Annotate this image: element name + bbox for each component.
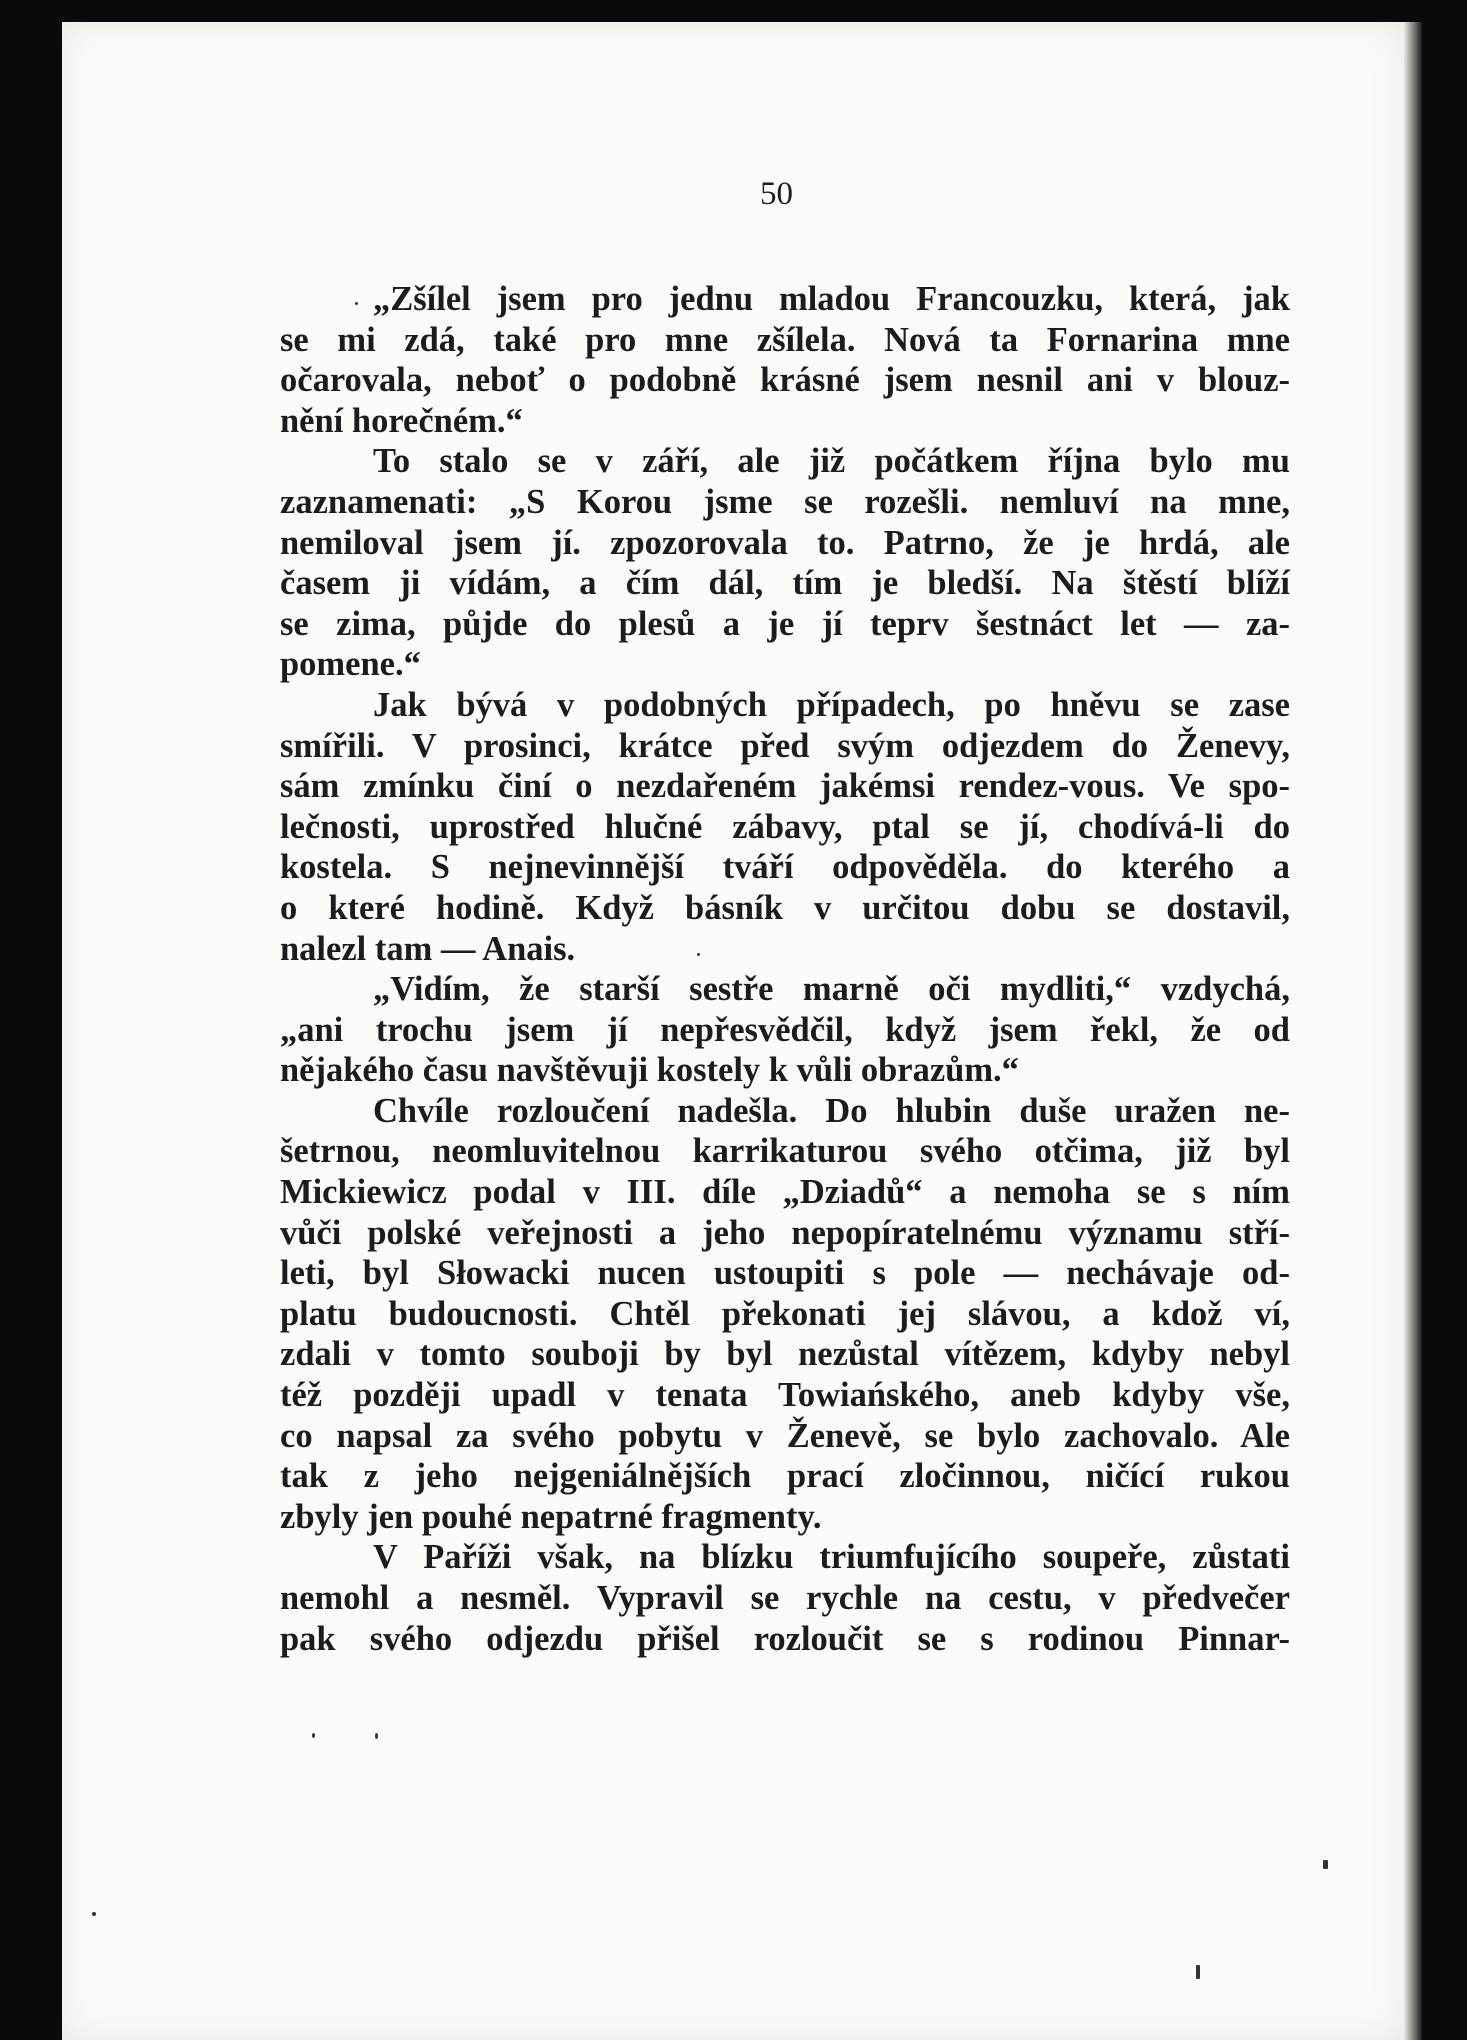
scan-speck	[312, 1733, 315, 1738]
text-line: očarovala, neboť o podobně krásné jsem nesnil ani v blouz-	[280, 361, 1290, 400]
text-line: časem ji vídám, a čím dál, tím je bledší. Na štěstí blíží	[280, 564, 1290, 603]
text-line: zbyly jen pouhé nepatrné fragmenty.	[280, 1497, 822, 1536]
text-line: pak svého odjezdu přišel rozloučit se s rodinou Pinnar-	[280, 1619, 1290, 1658]
text-line: nemohl a nesměl. Vypravil se rychle na cestu, v předvečer	[280, 1579, 1290, 1617]
text-line: pomene.“	[280, 645, 421, 684]
text-line: tak z jeho nejgeniálnějších prací zločinnou, ničící rukou	[280, 1457, 1290, 1496]
text-line: „ani trochu jsem jí nepřesvědčil, když jsem řekl, že od	[280, 1010, 1290, 1049]
text-line: též později upadl v tenata Towiańského, aneb kdyby vše,	[280, 1376, 1290, 1415]
text-line: lečnosti, uprostřed hlučné zábavy, ptal se jí, chodívá-li do	[280, 807, 1290, 846]
text-line: nění horečném.“	[280, 401, 523, 440]
text-line: V Paříži však, na blízku triumfujícího soupeře, zůstati	[373, 1538, 1290, 1577]
scan-speck	[355, 302, 358, 305]
text-line: Chvíle rozloučení nadešla. Do hlubin duše uražen ne-	[373, 1091, 1290, 1130]
scan-speck	[92, 1912, 96, 1916]
scan-speck	[1323, 1860, 1328, 1869]
text-line: nalezl tam — Anais.	[280, 929, 576, 968]
scan-speck	[375, 1733, 378, 1739]
text-line: vůči polské veřejnosti a jeho nepopíratelnému významu stří-	[280, 1213, 1290, 1252]
text-line: o které hodině. Když básník v určitou dobu se dostavil,	[280, 888, 1290, 927]
text-line: „Zšílel jsem pro jednu mladou Francouzku, která, jak	[373, 280, 1290, 318]
text-line: platu budoucnosti. Chtěl překonati jej slávou, a kdož ví,	[280, 1294, 1290, 1333]
page-number: 50	[760, 176, 793, 212]
text-line: co napsal za svého pobytu v Ženevě, se bylo zachovalo. Ale	[280, 1416, 1290, 1455]
text-line: leti, byl Słowacki nucen ustoupiti s pole — nechávaje od-	[280, 1254, 1290, 1293]
text-line: se zima, půjde do plesů a je jí teprv šestnáct let — za-	[280, 604, 1290, 643]
text-line: zaznamenati: „S Korou jsme se rozešli. nemluví na mne,	[280, 482, 1290, 521]
page-edge-shadow	[1404, 22, 1422, 2040]
text-line: kostela. S nejnevinnější tváří odpověděla. do kterého a	[280, 848, 1290, 887]
text-line: Jak bývá v podobných případech, po hněvu se zase	[373, 685, 1290, 724]
text-line: „Vidím, že starší sestře marně oči mydliti,“ vzdychá,	[373, 970, 1290, 1009]
text-line: sám zmínku činí o nezdařeném jakémsi rendez-vous. Ve spo-	[280, 767, 1290, 806]
body-text	[280, 279, 1290, 1659]
text-line: Mickiewicz podal v III. díle „Dziadů“ a nemoha se s ním	[280, 1173, 1290, 1212]
scan-speck	[697, 953, 700, 956]
text-line: se mi zdá, také pro mne zšílela. Nová ta Fornarina mne	[280, 320, 1290, 359]
text-line: nějakého času navštěvuji kostely k vůli obrazům.“	[280, 1051, 1019, 1090]
text-line: nemiloval jsem jí. zpozorovala to. Patrno, že je hrdá, ale	[280, 523, 1290, 562]
text-line: zdali v tomto souboji by byl nezůstal vítězem, kdyby nebyl	[280, 1335, 1290, 1374]
text-line: smířili. V prosinci, krátce před svým odjezdem do Ženevy,	[280, 726, 1290, 765]
text-line: To stalo se v září, ale již počátkem října bylo mu	[373, 442, 1290, 481]
text-line: šetrnou, neomluvitelnou karrikaturou svého otčima, již byl	[280, 1132, 1290, 1171]
scan-speck	[1196, 1965, 1200, 1979]
